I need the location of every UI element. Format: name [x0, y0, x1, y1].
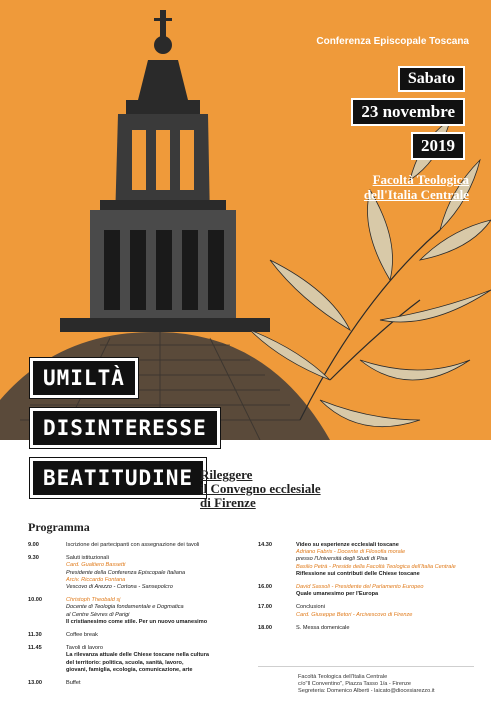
subtitle-line-3: di Firenze — [200, 495, 256, 510]
program-line: La rilevanza attuale delle Chiese toscane nella cultura — [66, 652, 210, 659]
program-description — [66, 542, 250, 549]
program-left-column — [28, 542, 250, 693]
program-line: Tavoli di lavoro — [66, 645, 103, 652]
footer-line-2: c/o"Il Conventino", Piazza Tasso 1/a - Firenze — [298, 681, 411, 688]
program-line: Vescovo di Arezzo - Cortona - Sansepolcro — [66, 584, 173, 591]
program-line: Coffee break — [66, 632, 98, 639]
program-line: Presidente della Conferenza Episcopale Italiana — [66, 569, 186, 576]
program-description — [66, 597, 250, 626]
program-time: 17.00 — [258, 604, 272, 611]
program-description — [296, 604, 478, 618]
program-line: Video su esperienze ecclesiali toscane — [296, 542, 399, 548]
program-right-column — [258, 542, 478, 638]
program-line: Saluti istituzionali — [66, 555, 109, 562]
footer — [298, 674, 435, 696]
program-time: 16.00 — [258, 584, 272, 591]
program-line: Buffet — [66, 680, 81, 687]
program-description — [296, 542, 478, 578]
program-time: 14.30 — [258, 542, 272, 548]
subtitle-line-2: il Convegno ecclesiale — [200, 481, 321, 496]
program-line: Il cristianesimo come stile. Per un nuovo umanesimo — [66, 618, 208, 625]
program-row — [28, 597, 250, 626]
program-line: Docente di Teologia fondamentale e Dogmatica — [66, 604, 184, 611]
program-line: giovani, famiglia, ecologia, comunicazione, arte — [66, 666, 193, 673]
program-time: 11.30 — [28, 632, 42, 639]
program-time: 10.00 — [28, 597, 42, 604]
program-description — [66, 555, 250, 591]
program-line: Arciv. Riccardo Fontana — [66, 576, 126, 583]
program-description — [66, 632, 250, 639]
program-time: 9.30 — [28, 555, 39, 562]
subtitle-line-1: Rileggere — [200, 467, 253, 482]
program-line: David Sassoli - Presidente del Parlamento Europeo — [296, 584, 424, 591]
program-row — [28, 555, 250, 591]
date-day: Sabato — [398, 66, 465, 92]
organization-label: Conferenza Episcopale Toscana — [316, 36, 469, 47]
footer-divider — [258, 666, 474, 667]
date-year: 2019 — [411, 132, 465, 160]
program-line: al Centre Sèvres di Parigi — [66, 611, 130, 618]
program-line: del territorio: politica, scuola, sanità, lavoro, — [66, 659, 184, 666]
program-row — [258, 542, 478, 578]
faculty-label: Facoltà Teologica dell'Italia Centrale — [363, 172, 469, 202]
program-description — [66, 680, 250, 687]
footer-line-3: Segreteria: Domenico Alberti - laicato@diocesiarezzo.it — [298, 688, 435, 695]
program-row — [258, 625, 478, 632]
program-line: Adriano Fabris - Docente di Filosofia morale — [296, 549, 406, 556]
program-time: 9.00 — [28, 542, 39, 548]
program-line: Basilio Petrà - Preside della Facoltà Teologica dell'Italia Centrale — [296, 563, 456, 570]
program-description — [296, 584, 478, 598]
title-word-1: UMILTÀ — [30, 358, 138, 398]
subtitle — [200, 468, 321, 510]
program-title: Programma — [28, 520, 90, 534]
program-line: Card. Giuseppe Betori - Arcivescovo di Firenze — [296, 611, 413, 618]
program-row — [28, 645, 250, 674]
program-time: 11.45 — [28, 645, 42, 652]
program-line: S. Messa domenicale — [296, 624, 350, 631]
program-line: presso l'Università degli Studi di Pisa — [296, 556, 388, 563]
program-row — [258, 584, 478, 598]
program-row — [28, 680, 250, 687]
program-time: 13.00 — [28, 680, 42, 687]
program-row — [258, 604, 478, 618]
date-main: 23 novembre — [351, 98, 465, 126]
program-line: Iscrizione dei partecipanti con assegnazione dei tavoli — [66, 542, 200, 548]
program-description — [296, 625, 478, 632]
title-word-2: DISINTERESSE — [30, 408, 220, 448]
program-time: 18.00 — [258, 624, 272, 631]
program-description — [66, 645, 250, 674]
program-line: Christoph Theobald sj — [66, 597, 121, 604]
program-row — [28, 542, 250, 549]
program-line: Quale umanesimo per l'Europa — [296, 591, 379, 598]
program-line: Riflessione sui contributi delle Chiese toscane — [296, 570, 420, 577]
program-line: Card. Gualtiero Bassetti — [66, 562, 126, 569]
program-row — [28, 632, 250, 639]
footer-line-1: Facoltà Teologica dell'Italia Centrale — [298, 674, 388, 680]
title-word-3: BEATITUDINE — [30, 458, 206, 498]
program-line: Conclusioni — [296, 604, 325, 611]
